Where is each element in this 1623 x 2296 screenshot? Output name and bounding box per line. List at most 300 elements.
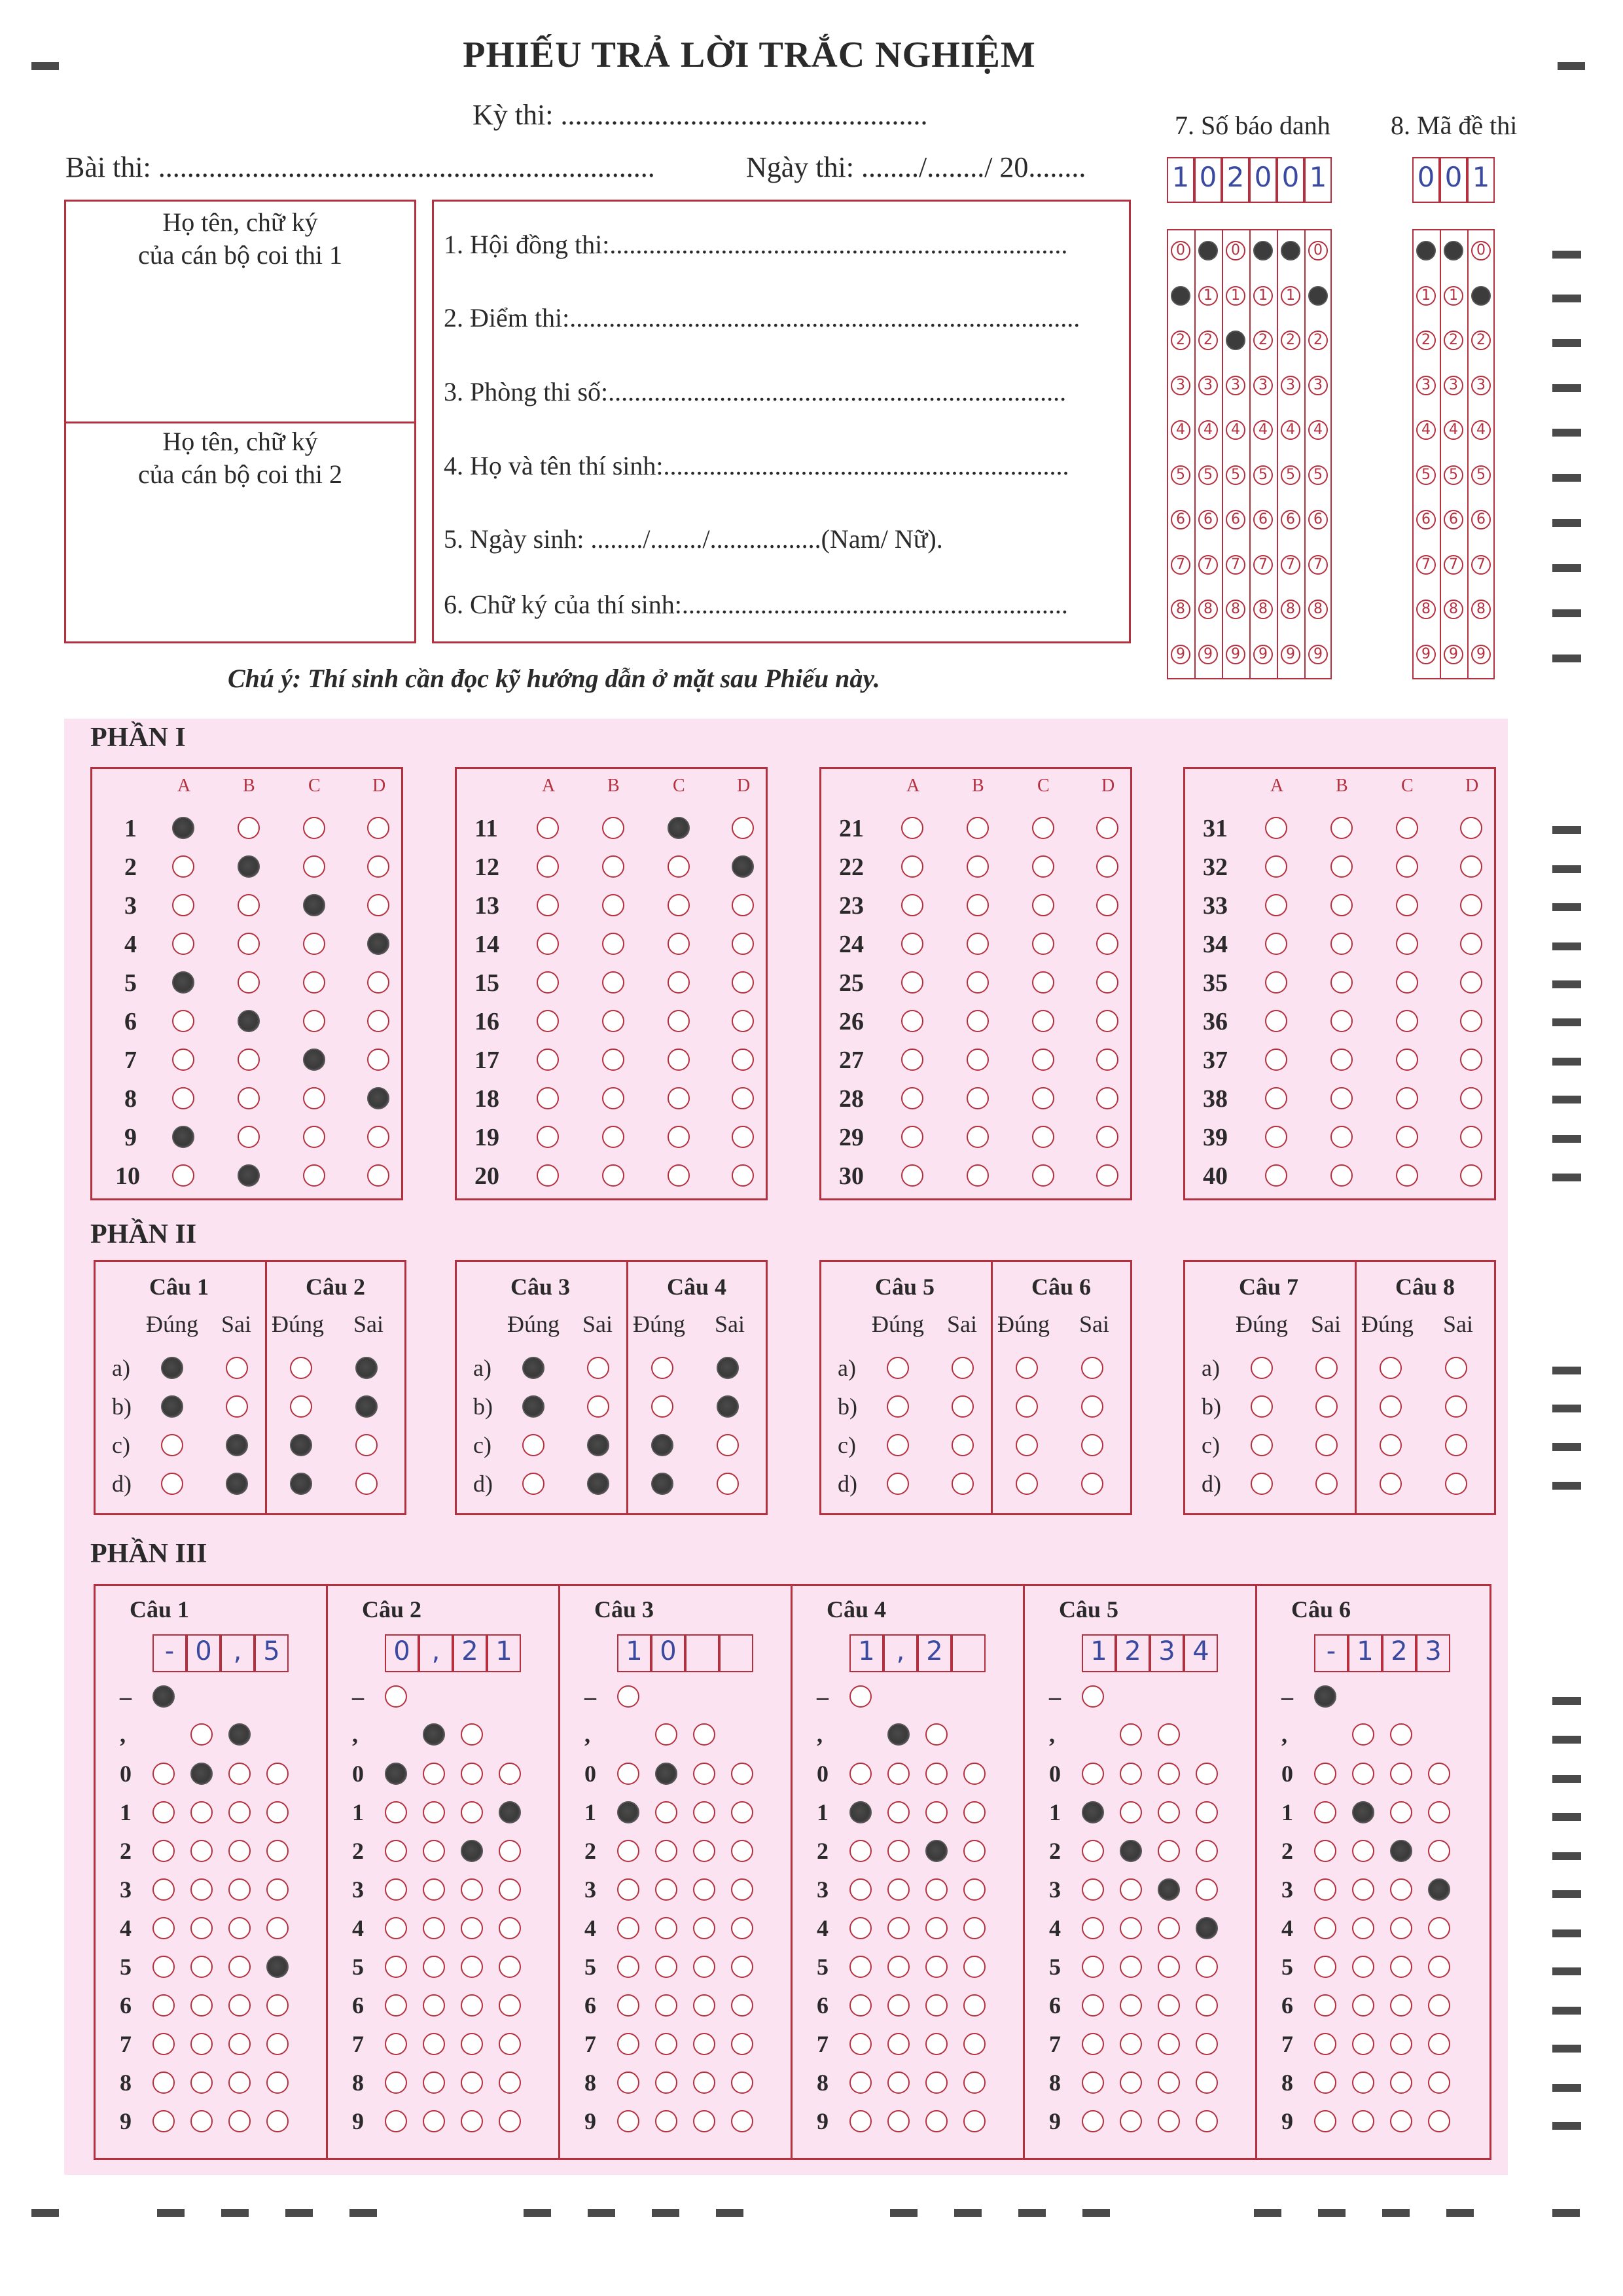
part1-answer-bubble[interactable] (1330, 1126, 1353, 1148)
part3-digit-bubble[interactable] (693, 2110, 715, 2132)
part3-digit-bubble[interactable] (1352, 2110, 1374, 2132)
sbd-digit-bubble[interactable]: 2 (1226, 331, 1245, 350)
part3-digit-bubble[interactable] (1082, 1763, 1104, 1785)
part2-answer-bubble[interactable] (587, 1357, 609, 1379)
part3-digit-bubble[interactable] (190, 2033, 213, 2055)
part1-answer-bubble[interactable] (1396, 933, 1418, 955)
part3-digit-bubble[interactable] (617, 1801, 639, 1823)
part2-answer-bubble[interactable] (717, 1434, 739, 1456)
ma-de-digit-bubble[interactable]: 3 (1416, 376, 1436, 395)
part3-digit-bubble[interactable] (228, 1840, 251, 1862)
sbd-digit-bubble[interactable]: 4 (1308, 420, 1328, 440)
part1-answer-bubble[interactable] (1396, 817, 1418, 839)
part1-answer-bubble[interactable] (1265, 1087, 1287, 1109)
part3-digit-bubble[interactable] (1352, 1878, 1374, 1901)
part3-digit-bubble[interactable] (693, 1994, 715, 2017)
ma-de-digit-bubble[interactable]: 9 (1416, 645, 1436, 664)
part1-answer-bubble[interactable] (967, 1049, 989, 1071)
part1-answer-bubble[interactable] (602, 817, 624, 839)
part2-answer-bubble[interactable] (1445, 1395, 1467, 1418)
part3-digit-bubble[interactable] (499, 1956, 521, 1978)
part3-digit-bubble[interactable] (1082, 2033, 1104, 2055)
part2-answer-bubble[interactable] (522, 1357, 544, 1379)
part1-answer-bubble[interactable] (537, 1010, 559, 1032)
part1-answer-bubble[interactable] (732, 971, 754, 994)
sbd-digit-bubble[interactable]: 5 (1281, 465, 1300, 485)
part3-digit-bubble[interactable] (849, 1956, 872, 1978)
part1-answer-bubble[interactable] (967, 1164, 989, 1187)
part3-digit-bubble[interactable] (152, 2110, 175, 2132)
part3-digit-bubble[interactable] (617, 2072, 639, 2094)
part3-digit-bubble[interactable] (1158, 2110, 1180, 2132)
part3-digit-bubble[interactable] (887, 1840, 910, 1862)
part3-digit-bubble[interactable] (266, 2072, 289, 2094)
part3-digit-bubble[interactable] (266, 2110, 289, 2132)
part2-answer-bubble[interactable] (717, 1357, 739, 1379)
part3-digit-bubble[interactable] (1428, 1956, 1450, 1978)
part2-answer-bubble[interactable] (161, 1473, 183, 1495)
sbd-digit-bubble[interactable]: 9 (1171, 645, 1190, 664)
part1-answer-bubble[interactable] (537, 933, 559, 955)
part3-comma-bubble[interactable] (1120, 1723, 1142, 1746)
part3-digit-bubble[interactable] (228, 1801, 251, 1823)
part3-digit-bubble[interactable] (499, 1763, 521, 1785)
part3-digit-bubble[interactable] (1314, 1956, 1336, 1978)
part3-digit-bubble[interactable] (655, 1917, 677, 1939)
ma-de-digit-bubble[interactable]: 8 (1416, 600, 1436, 619)
part3-digit-bubble[interactable] (266, 1763, 289, 1785)
part1-answer-bubble[interactable] (1265, 933, 1287, 955)
part1-answer-bubble[interactable] (668, 1010, 690, 1032)
part3-digit-bubble[interactable] (731, 1840, 753, 1862)
part1-answer-bubble[interactable] (172, 894, 194, 916)
ma-de-digit-bubble[interactable]: 1 (1444, 286, 1463, 306)
sbd-digit-bubble[interactable]: 8 (1281, 600, 1300, 619)
part1-answer-bubble[interactable] (172, 1049, 194, 1071)
sbd-digit-bubble[interactable]: 0 (1171, 241, 1190, 260)
part1-answer-bubble[interactable] (967, 1126, 989, 1148)
part2-answer-bubble[interactable] (1016, 1357, 1038, 1379)
sbd-digit-bubble[interactable]: 3 (1281, 376, 1300, 395)
part1-answer-bubble[interactable] (967, 971, 989, 994)
part3-digit-bubble[interactable] (887, 2033, 910, 2055)
part1-answer-bubble[interactable] (238, 933, 260, 955)
part2-answer-bubble[interactable] (1016, 1434, 1038, 1456)
part3-digit-bubble[interactable] (1428, 2072, 1450, 2094)
part3-digit-bubble[interactable] (1390, 1917, 1412, 1939)
ma-de-digit-bubble[interactable]: 4 (1416, 420, 1436, 440)
part3-digit-bubble[interactable] (1428, 1801, 1450, 1823)
part3-digit-bubble[interactable] (655, 2110, 677, 2132)
part3-digit-bubble[interactable] (1158, 1994, 1180, 2017)
part3-digit-bubble[interactable] (1352, 1840, 1374, 1862)
part2-answer-bubble[interactable] (651, 1434, 673, 1456)
part3-digit-bubble[interactable] (1196, 1801, 1218, 1823)
part3-digit-bubble[interactable] (461, 1917, 483, 1939)
sbd-digit-bubble[interactable]: 9 (1308, 645, 1328, 664)
sbd-digit-bubble[interactable]: 1 (1171, 286, 1190, 306)
part3-digit-bubble[interactable] (1352, 2072, 1374, 2094)
part1-answer-bubble[interactable] (303, 817, 325, 839)
part3-digit-bubble[interactable] (617, 2033, 639, 2055)
part1-answer-bubble[interactable] (901, 971, 923, 994)
ma-de-digit-bubble[interactable]: 1 (1416, 286, 1436, 306)
part1-answer-bubble[interactable] (901, 855, 923, 878)
part1-answer-bubble[interactable] (303, 1087, 325, 1109)
part1-answer-bubble[interactable] (1096, 894, 1118, 916)
sbd-digit-bubble[interactable]: 9 (1226, 645, 1245, 664)
part1-answer-bubble[interactable] (1096, 971, 1118, 994)
part3-minus-bubble[interactable] (849, 1685, 872, 1708)
part3-digit-bubble[interactable] (266, 1994, 289, 2017)
sbd-digit-bubble[interactable]: 4 (1253, 420, 1273, 440)
part3-digit-bubble[interactable] (423, 1840, 445, 1862)
part1-answer-bubble[interactable] (172, 1126, 194, 1148)
part1-answer-bubble[interactable] (537, 1049, 559, 1071)
part3-digit-bubble[interactable] (499, 1994, 521, 2017)
part1-answer-bubble[interactable] (602, 1164, 624, 1187)
part2-answer-bubble[interactable] (887, 1357, 909, 1379)
part2-answer-bubble[interactable] (1016, 1395, 1038, 1418)
part1-answer-bubble[interactable] (303, 971, 325, 994)
part1-answer-bubble[interactable] (1032, 1049, 1054, 1071)
part2-answer-bubble[interactable] (952, 1473, 974, 1495)
part3-digit-bubble[interactable] (1428, 1763, 1450, 1785)
part3-digit-bubble[interactable] (849, 1994, 872, 2017)
part3-digit-bubble[interactable] (849, 2072, 872, 2094)
part1-answer-bubble[interactable] (238, 1010, 260, 1032)
part2-answer-bubble[interactable] (522, 1395, 544, 1418)
part2-answer-bubble[interactable] (1445, 1434, 1467, 1456)
part3-digit-bubble[interactable] (887, 1956, 910, 1978)
part3-digit-bubble[interactable] (1158, 1763, 1180, 1785)
part3-digit-bubble[interactable] (1158, 2033, 1180, 2055)
part1-answer-bubble[interactable] (303, 933, 325, 955)
ma-de-digit-bubble[interactable]: 4 (1444, 420, 1463, 440)
part3-digit-bubble[interactable] (963, 1801, 986, 1823)
part1-answer-bubble[interactable] (1396, 1164, 1418, 1187)
sbd-digit-bubble[interactable]: 8 (1171, 600, 1190, 619)
part2-answer-bubble[interactable] (1251, 1395, 1273, 1418)
part3-digit-bubble[interactable] (1196, 2110, 1218, 2132)
part3-digit-bubble[interactable] (461, 2072, 483, 2094)
part1-answer-bubble[interactable] (668, 1164, 690, 1187)
part3-digit-bubble[interactable] (963, 2110, 986, 2132)
part1-answer-bubble[interactable] (1032, 1010, 1054, 1032)
sbd-digit-bubble[interactable]: 3 (1226, 376, 1245, 395)
sbd-digit-bubble[interactable]: 0 (1253, 241, 1273, 260)
part3-digit-bubble[interactable] (152, 1994, 175, 2017)
part3-digit-bubble[interactable] (152, 1917, 175, 1939)
part1-answer-bubble[interactable] (1396, 855, 1418, 878)
part3-digit-bubble[interactable] (1082, 1840, 1104, 1862)
part3-digit-bubble[interactable] (385, 1763, 407, 1785)
part1-answer-bubble[interactable] (1032, 1126, 1054, 1148)
part1-answer-bubble[interactable] (1096, 1164, 1118, 1187)
part3-digit-bubble[interactable] (190, 2072, 213, 2094)
part3-digit-bubble[interactable] (1158, 1878, 1180, 1901)
sbd-digit-bubble[interactable]: 7 (1226, 555, 1245, 575)
part1-answer-bubble[interactable] (303, 1164, 325, 1187)
part3-digit-bubble[interactable] (887, 1763, 910, 1785)
part1-answer-bubble[interactable] (367, 1126, 389, 1148)
part3-digit-bubble[interactable] (461, 1763, 483, 1785)
part3-digit-bubble[interactable] (963, 1763, 986, 1785)
part3-digit-bubble[interactable] (1120, 2033, 1142, 2055)
sbd-digit-bubble[interactable]: 3 (1171, 376, 1190, 395)
part3-digit-bubble[interactable] (499, 1840, 521, 1862)
part3-digit-bubble[interactable] (1390, 1801, 1412, 1823)
part3-digit-bubble[interactable] (693, 2072, 715, 2094)
part3-digit-bubble[interactable] (228, 1956, 251, 1978)
part1-answer-bubble[interactable] (732, 1164, 754, 1187)
part3-digit-bubble[interactable] (1390, 2110, 1412, 2132)
sbd-digit-bubble[interactable]: 5 (1308, 465, 1328, 485)
info-field[interactable]: 5. Ngày sinh: ......../......../.................(Nam/ Nữ). (444, 524, 943, 554)
part1-answer-bubble[interactable] (732, 817, 754, 839)
info-field[interactable]: 4. Họ và tên thí sinh:.............................................................. (444, 451, 1069, 480)
part3-digit-bubble[interactable] (461, 1878, 483, 1901)
ma-de-digit-bubble[interactable]: 8 (1471, 600, 1491, 619)
part3-digit-bubble[interactable] (693, 1840, 715, 1862)
part3-digit-bubble[interactable] (423, 2110, 445, 2132)
part1-answer-bubble[interactable] (537, 971, 559, 994)
part1-answer-bubble[interactable] (1396, 1010, 1418, 1032)
part1-answer-bubble[interactable] (1330, 1087, 1353, 1109)
part3-digit-bubble[interactable] (1428, 2110, 1450, 2132)
ma-de-digit-bubble[interactable]: 0 (1444, 241, 1463, 260)
ma-de-digit-bubble[interactable]: 5 (1444, 465, 1463, 485)
part2-answer-bubble[interactable] (887, 1434, 909, 1456)
part1-answer-bubble[interactable] (732, 894, 754, 916)
part3-digit-bubble[interactable] (1120, 1994, 1142, 2017)
part3-digit-bubble[interactable] (1082, 1956, 1104, 1978)
part3-comma-bubble[interactable] (461, 1723, 483, 1746)
part1-answer-bubble[interactable] (668, 933, 690, 955)
part3-digit-bubble[interactable] (1428, 1840, 1450, 1862)
sbd-digit-bubble[interactable]: 6 (1281, 510, 1300, 529)
part1-answer-bubble[interactable] (367, 1010, 389, 1032)
sbd-digit-bubble[interactable]: 2 (1281, 331, 1300, 350)
part3-minus-bubble[interactable] (152, 1685, 175, 1708)
part3-digit-bubble[interactable] (1390, 1994, 1412, 2017)
part3-comma-bubble[interactable] (1158, 1723, 1180, 1746)
part2-answer-bubble[interactable] (355, 1473, 378, 1495)
part3-digit-bubble[interactable] (617, 1994, 639, 2017)
part2-answer-bubble[interactable] (1081, 1395, 1103, 1418)
part2-answer-bubble[interactable] (651, 1395, 673, 1418)
part3-digit-bubble[interactable] (385, 2033, 407, 2055)
part3-digit-bubble[interactable] (655, 1763, 677, 1785)
part1-answer-bubble[interactable] (732, 1126, 754, 1148)
part1-answer-bubble[interactable] (1265, 1164, 1287, 1187)
part3-digit-bubble[interactable] (925, 1956, 948, 1978)
part1-answer-bubble[interactable] (367, 1087, 389, 1109)
part2-answer-bubble[interactable] (1445, 1357, 1467, 1379)
part3-digit-bubble[interactable] (1196, 1917, 1218, 1939)
part2-answer-bubble[interactable] (290, 1473, 312, 1495)
part1-answer-bubble[interactable] (1096, 855, 1118, 878)
part1-answer-bubble[interactable] (602, 1049, 624, 1071)
part1-answer-bubble[interactable] (732, 933, 754, 955)
part1-answer-bubble[interactable] (537, 1126, 559, 1148)
part1-answer-bubble[interactable] (668, 971, 690, 994)
part1-answer-bubble[interactable] (668, 855, 690, 878)
part3-digit-bubble[interactable] (1196, 2033, 1218, 2055)
part3-digit-bubble[interactable] (499, 2072, 521, 2094)
part3-digit-bubble[interactable] (731, 2110, 753, 2132)
part3-digit-bubble[interactable] (693, 1801, 715, 1823)
part2-answer-bubble[interactable] (355, 1395, 378, 1418)
part1-answer-bubble[interactable] (602, 855, 624, 878)
part3-digit-bubble[interactable] (655, 1801, 677, 1823)
part3-digit-bubble[interactable] (1390, 1840, 1412, 1862)
ma-de-digit-bubble[interactable]: 4 (1471, 420, 1491, 440)
part1-answer-bubble[interactable] (1396, 1126, 1418, 1148)
part3-digit-bubble[interactable] (887, 2110, 910, 2132)
sbd-digit-bubble[interactable]: 3 (1198, 376, 1218, 395)
part1-answer-bubble[interactable] (1032, 933, 1054, 955)
part2-answer-bubble[interactable] (1380, 1434, 1402, 1456)
sbd-digit-bubble[interactable]: 6 (1171, 510, 1190, 529)
part1-answer-bubble[interactable] (1460, 1087, 1482, 1109)
part3-digit-bubble[interactable] (1390, 2033, 1412, 2055)
part3-digit-bubble[interactable] (1314, 2033, 1336, 2055)
part3-digit-bubble[interactable] (1196, 1840, 1218, 1862)
part2-answer-bubble[interactable] (1081, 1473, 1103, 1495)
part3-digit-bubble[interactable] (925, 1917, 948, 1939)
part1-answer-bubble[interactable] (1330, 855, 1353, 878)
part1-answer-bubble[interactable] (1396, 894, 1418, 916)
part2-answer-bubble[interactable] (1315, 1434, 1338, 1456)
part3-digit-bubble[interactable] (1120, 2072, 1142, 2094)
part3-comma-bubble[interactable] (925, 1723, 948, 1746)
sbd-digit-bubble[interactable]: 2 (1198, 331, 1218, 350)
part3-digit-bubble[interactable] (1158, 1840, 1180, 1862)
part3-digit-bubble[interactable] (1196, 1878, 1218, 1901)
part3-digit-bubble[interactable] (499, 2110, 521, 2132)
part3-digit-bubble[interactable] (849, 1840, 872, 1862)
part3-digit-bubble[interactable] (693, 1763, 715, 1785)
part3-digit-bubble[interactable] (385, 1801, 407, 1823)
part3-digit-bubble[interactable] (693, 1878, 715, 1901)
sbd-digit-bubble[interactable]: 0 (1226, 241, 1245, 260)
part3-digit-bubble[interactable] (1082, 1994, 1104, 2017)
part2-answer-bubble[interactable] (952, 1395, 974, 1418)
part3-digit-bubble[interactable] (655, 1994, 677, 2017)
part2-answer-bubble[interactable] (1445, 1473, 1467, 1495)
part3-digit-bubble[interactable] (423, 2072, 445, 2094)
sbd-digit-bubble[interactable]: 6 (1198, 510, 1218, 529)
part3-digit-bubble[interactable] (1390, 1956, 1412, 1978)
part3-digit-bubble[interactable] (423, 1917, 445, 1939)
part3-comma-bubble[interactable] (693, 1723, 715, 1746)
part3-comma-bubble[interactable] (190, 1723, 213, 1746)
part1-answer-bubble[interactable] (1330, 817, 1353, 839)
part3-digit-bubble[interactable] (849, 1878, 872, 1901)
part1-answer-bubble[interactable] (1032, 817, 1054, 839)
part1-answer-bubble[interactable] (1032, 894, 1054, 916)
part3-digit-bubble[interactable] (1120, 1917, 1142, 1939)
part3-minus-bubble[interactable] (385, 1685, 407, 1708)
part3-digit-bubble[interactable] (1314, 1763, 1336, 1785)
part3-digit-bubble[interactable] (1082, 2072, 1104, 2094)
part1-answer-bubble[interactable] (1460, 1126, 1482, 1148)
sbd-digit-bubble[interactable]: 0 (1308, 241, 1328, 260)
part3-digit-bubble[interactable] (963, 1840, 986, 1862)
part3-digit-bubble[interactable] (1082, 1801, 1104, 1823)
sbd-digit-bubble[interactable]: 2 (1253, 331, 1273, 350)
part1-answer-bubble[interactable] (901, 1010, 923, 1032)
part1-answer-bubble[interactable] (1096, 933, 1118, 955)
part2-answer-bubble[interactable] (1081, 1357, 1103, 1379)
part3-digit-bubble[interactable] (617, 2110, 639, 2132)
part3-digit-bubble[interactable] (228, 1878, 251, 1901)
part3-digit-bubble[interactable] (190, 1878, 213, 1901)
part1-answer-bubble[interactable] (602, 1126, 624, 1148)
part3-digit-bubble[interactable] (423, 1994, 445, 2017)
ma-de-digit-bubble[interactable]: 2 (1444, 331, 1463, 350)
part3-digit-bubble[interactable] (423, 1956, 445, 1978)
part1-answer-bubble[interactable] (172, 855, 194, 878)
part3-digit-bubble[interactable] (1196, 2072, 1218, 2094)
part1-answer-bubble[interactable] (303, 855, 325, 878)
part1-answer-bubble[interactable] (172, 1010, 194, 1032)
part3-comma-bubble[interactable] (228, 1723, 251, 1746)
part1-answer-bubble[interactable] (238, 1126, 260, 1148)
info-field[interactable]: 2. Điểm thi:.............................................................................. (444, 303, 1080, 332)
sbd-digit-bubble[interactable]: 7 (1281, 555, 1300, 575)
part3-comma-bubble[interactable] (1390, 1723, 1412, 1746)
part1-answer-bubble[interactable] (967, 933, 989, 955)
part1-answer-bubble[interactable] (1460, 1049, 1482, 1071)
part1-answer-bubble[interactable] (967, 817, 989, 839)
part2-answer-bubble[interactable] (522, 1434, 544, 1456)
part1-answer-bubble[interactable] (1032, 1164, 1054, 1187)
part1-answer-bubble[interactable] (1032, 971, 1054, 994)
part1-answer-bubble[interactable] (303, 1010, 325, 1032)
sbd-digit-bubble[interactable]: 1 (1308, 286, 1328, 306)
part3-digit-bubble[interactable] (1158, 1801, 1180, 1823)
sbd-digit-bubble[interactable]: 7 (1308, 555, 1328, 575)
part3-digit-bubble[interactable] (190, 1994, 213, 2017)
part3-digit-bubble[interactable] (849, 1763, 872, 1785)
part1-answer-bubble[interactable] (1460, 894, 1482, 916)
ma-de-digit-bubble[interactable]: 2 (1416, 331, 1436, 350)
part3-digit-bubble[interactable] (925, 1801, 948, 1823)
sbd-digit-bubble[interactable]: 6 (1308, 510, 1328, 529)
part3-digit-bubble[interactable] (887, 1878, 910, 1901)
part3-digit-bubble[interactable] (963, 1994, 986, 2017)
part3-digit-bubble[interactable] (1428, 1917, 1450, 1939)
part3-digit-bubble[interactable] (1390, 2072, 1412, 2094)
part2-answer-bubble[interactable] (290, 1395, 312, 1418)
part1-answer-bubble[interactable] (668, 1087, 690, 1109)
part3-digit-bubble[interactable] (655, 2033, 677, 2055)
part1-answer-bubble[interactable] (367, 933, 389, 955)
ma-de-digit-bubble[interactable]: 1 (1471, 286, 1491, 306)
part3-digit-bubble[interactable] (925, 2110, 948, 2132)
info-field[interactable]: 6. Chữ ký của thí sinh:........................................................... (444, 590, 1068, 619)
part3-digit-bubble[interactable] (1196, 1994, 1218, 2017)
part1-answer-bubble[interactable] (732, 1087, 754, 1109)
part1-answer-bubble[interactable] (901, 1164, 923, 1187)
part3-digit-bubble[interactable] (731, 2033, 753, 2055)
part2-answer-bubble[interactable] (651, 1357, 673, 1379)
part3-digit-bubble[interactable] (731, 1994, 753, 2017)
part1-answer-bubble[interactable] (901, 817, 923, 839)
part1-answer-bubble[interactable] (367, 1164, 389, 1187)
